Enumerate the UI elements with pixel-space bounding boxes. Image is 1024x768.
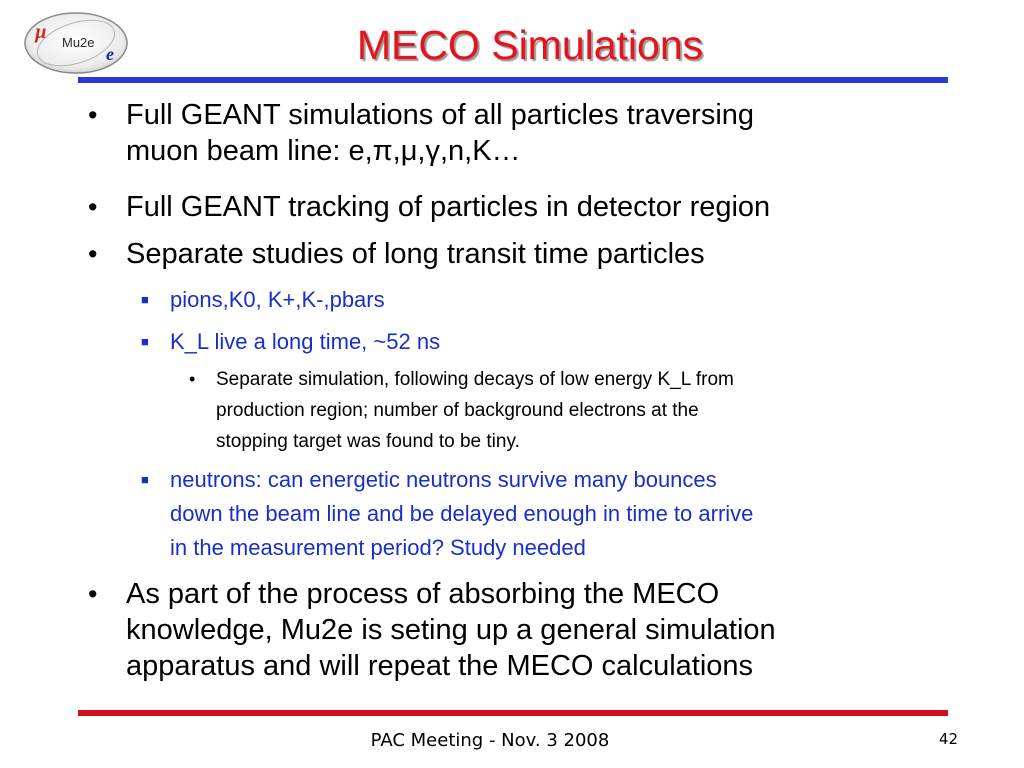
bullet-line: pions,K0, K+,K-,pbars [170,287,385,312]
footer-text: PAC Meeting - Nov. 3 2008 [370,730,610,751]
page-number: 42 [938,730,958,748]
bullet-dot-icon: • [88,579,98,609]
bullet-line: K_L live a long time, ~52 ns [170,329,441,354]
bullet-dot-icon: • [88,100,98,130]
square-bullet-icon: ■ [141,472,149,487]
bullet-dot-icon: • [189,369,196,389]
bullet-line: Full GEANT tracking of particles in detector region [126,191,771,223]
bullet-line: production region; number of background electrons at the [216,400,699,421]
bullet-dot-icon: • [88,192,98,222]
bullet-line: knowledge, Mu2e is seting up a general simulation [126,614,776,646]
bullet-line: Separate studies of long transit time particles [126,238,705,270]
bullet-item [88,236,906,272]
sub-bullet-item [141,325,935,359]
square-bullet-icon: ■ [141,334,149,349]
bullet-line: stopping target was found to be tiny. [216,431,520,452]
bullet-line: As part of the process of absorbing the MECO [126,578,720,610]
bullet-line: muon beam line: e,π,μ,γ,n,K… [126,135,521,167]
logo-mu-text: µ [35,21,47,43]
bullet-item [88,576,906,684]
bullet-line: in the measurement period? Study needed [170,535,586,560]
bullet-item [88,97,906,169]
logo-e-text: e [106,44,114,64]
sub-bullet-item [141,283,935,317]
bullet-line: apparatus and will repeat the MECO calculations [126,650,754,682]
sub-bullet-item [141,463,935,565]
footer-divider [78,710,948,716]
sub-sub-bullet-item [189,364,931,457]
logo-center-text: Mu2e [62,35,95,50]
bullet-dot-icon: • [88,239,98,269]
bullet-line: down the beam line and be delayed enough in time to arrive [170,501,754,526]
bullet-line: Full GEANT simulations of all particles traversing [126,99,755,131]
bullet-item [88,189,906,225]
slide-title: MECO Simulations [356,22,704,68]
square-bullet-icon: ■ [141,292,149,307]
title-divider [78,77,948,83]
bullet-line: Separate simulation, following decays of low energy K_L from [216,369,734,390]
bullet-line: neutrons: can energetic neutrons survive many bounces [170,467,717,492]
